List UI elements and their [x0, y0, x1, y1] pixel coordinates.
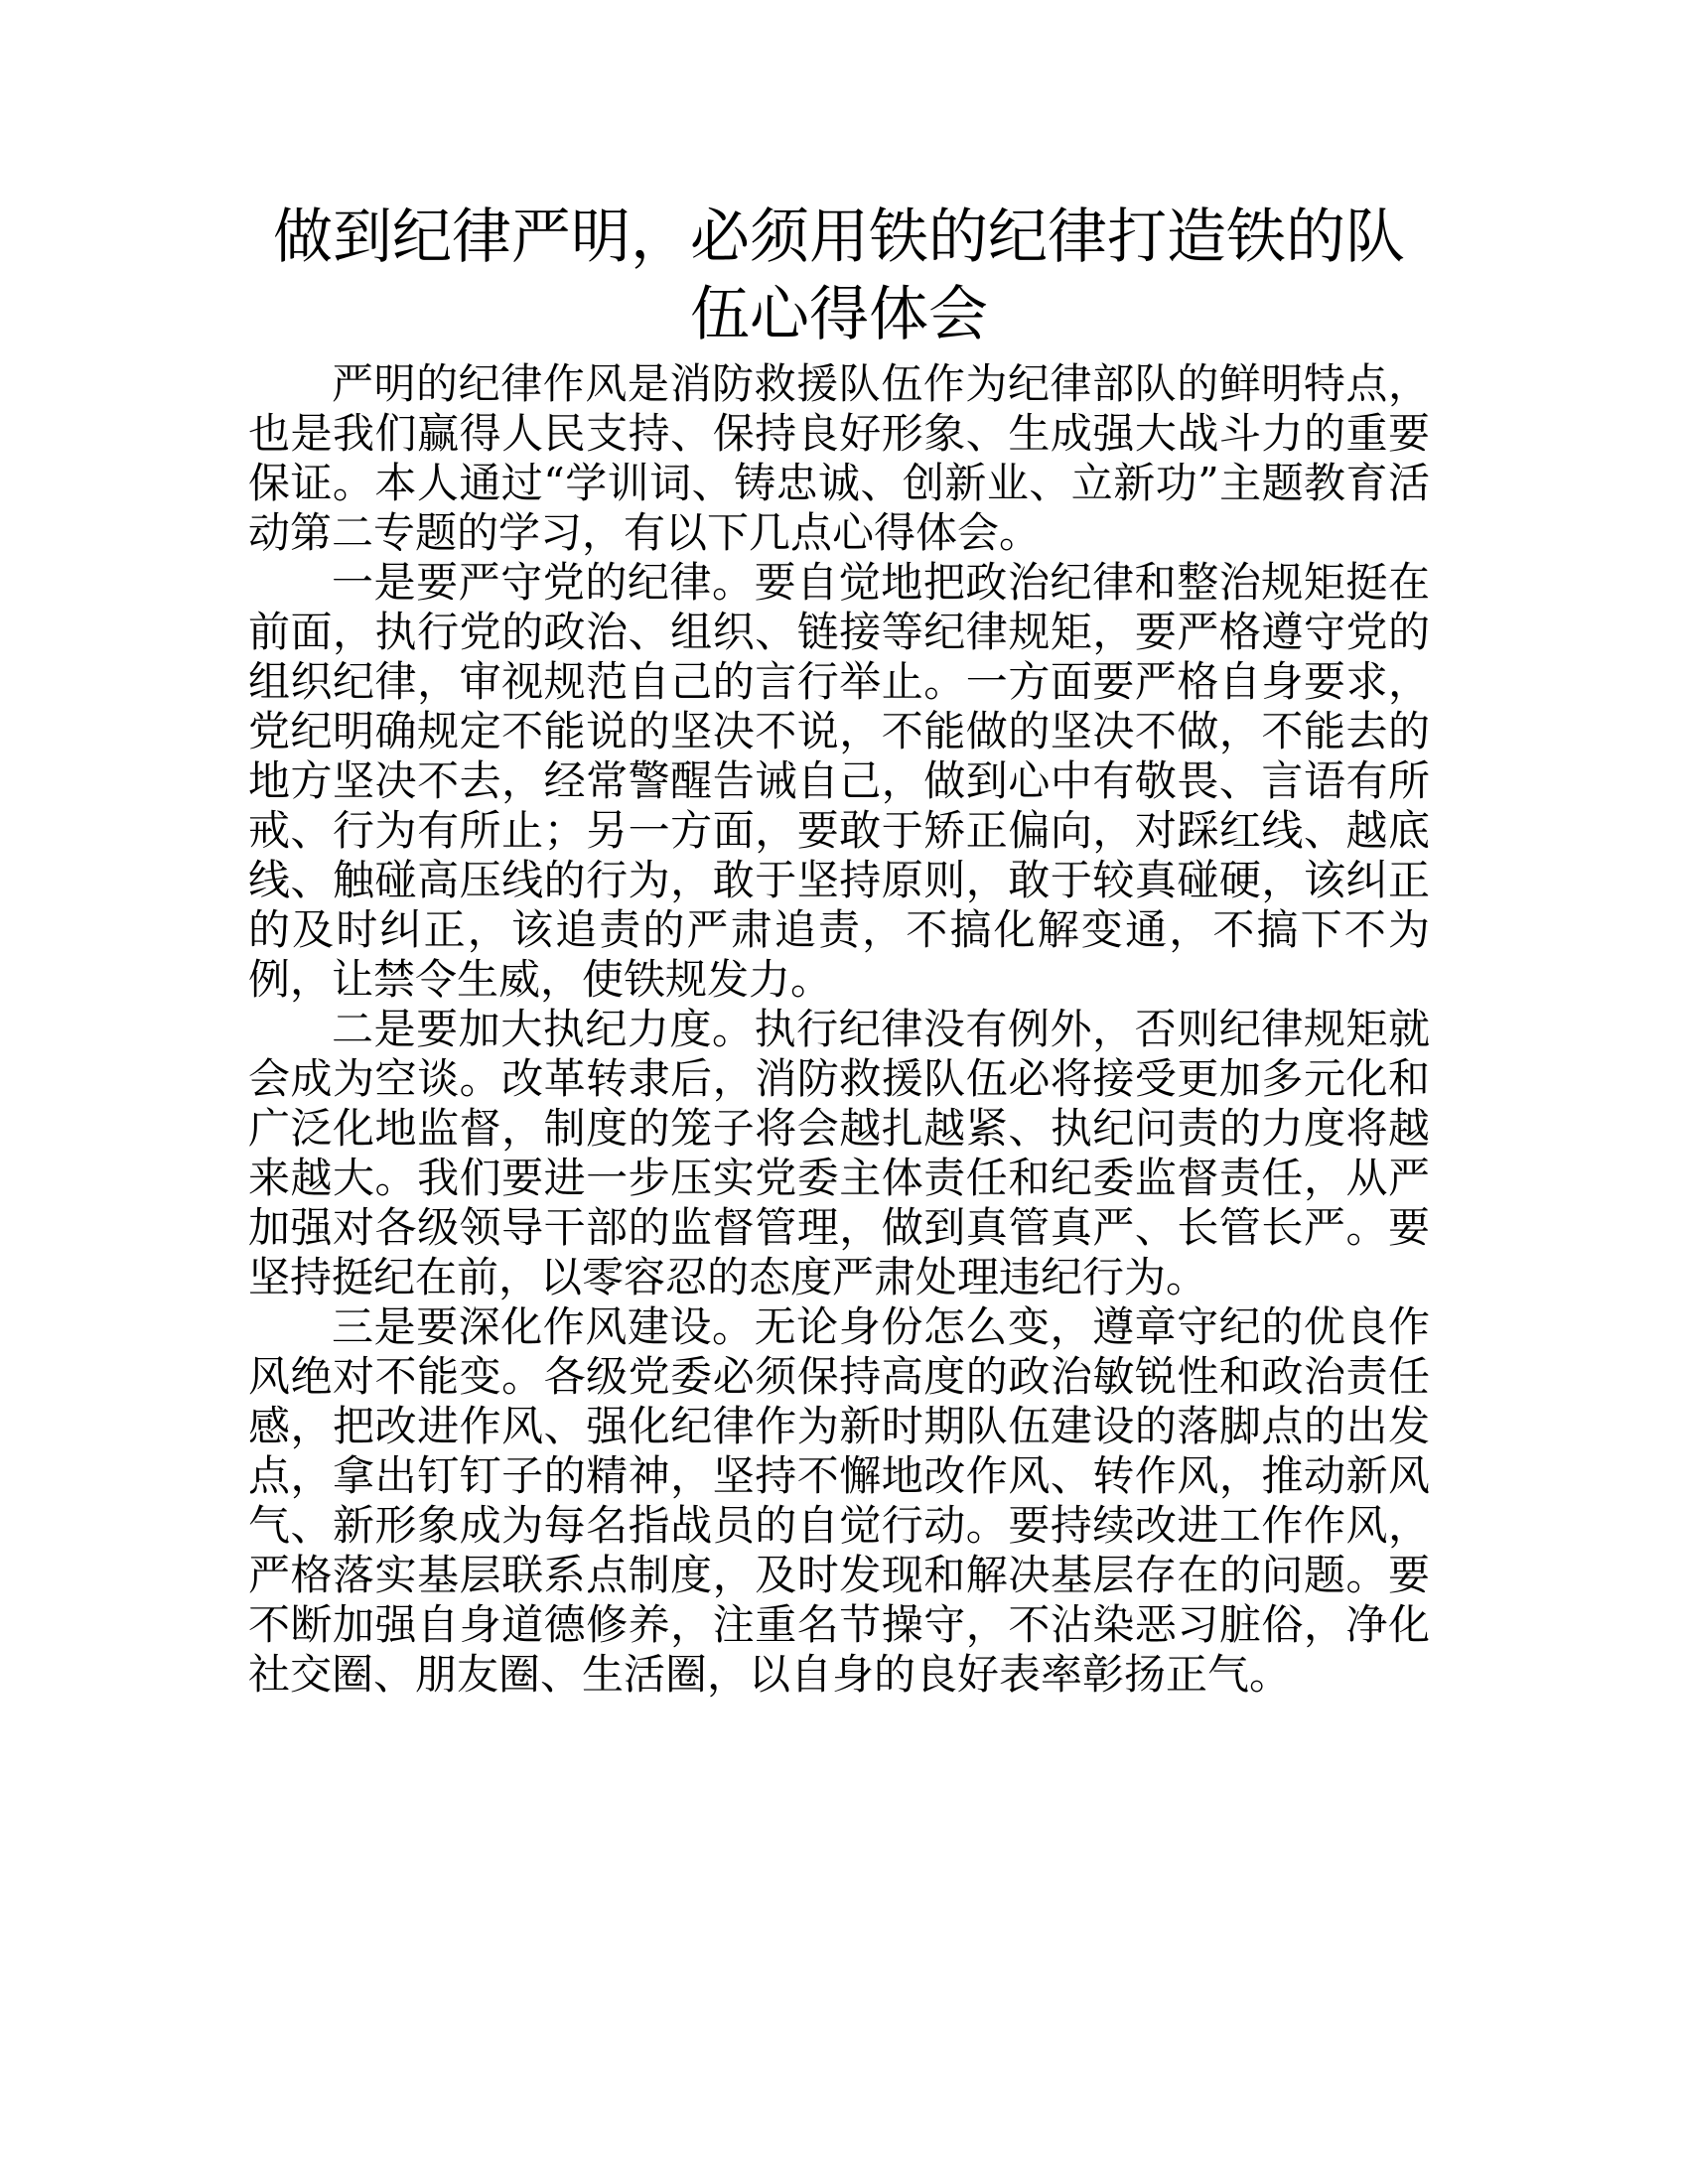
paragraph-point-two: 二是要加大执纪力度。执行纪律没有例外，否则纪律规矩就会成为空谈。改革转隶后，消防救援队伍必将接受更加多元化和广泛化地监督，制度的笼子将会越扎越紧、执纪问责的力度将越来越大。我们要进一步压实党委主体责任和纪委监督责任，从严加强对各级领导干部的监督管理，做到真管真严、长管长严。要坚持挺纪在前，以零容忍的态度严肃处理违纪行为。	[248, 1005, 1430, 1301]
document-page	[248, 199, 1430, 1700]
paragraph-point-three: 三是要深化作风建设。无论身份怎么变，遵章守纪的优良作风绝对不能变。各级党委必须保持高度的政治敏锐性和政治责任感，把改进作风、强化纪律作为新时期队伍建设的落脚点的出发点，拿出钉钉子的精神，坚持不懈地改作风、转作风，推动新风气、新形象成为每名指战员的自觉行动。要持续改进工作作风，严格落实基层联系点制度，及时发现和解决基层存在的问题。要不断加强自身道德修养，注重名节操守，不沾染恶习脏俗，净化社交圈、朋友圈、生活圈，以自身的良好表率彰扬正气。	[248, 1302, 1430, 1699]
document-title: 做到纪律严明，必须用铁的纪律打造铁的队伍心得体会	[273, 203, 1405, 349]
paragraph-intro: 严明的纪律作风是消防救援队伍作为纪律部队的鲜明特点，也是我们赢得人民支持、保持良好形象、生成强大战斗力的重要保证。本人通过“学训词、铸忠诚、创新业、立新功”主题教育活动第二专题的学习，有以下几点心得体会。	[248, 359, 1430, 557]
paragraph-point-one: 一是要严守党的纪律。要自觉地把政治纪律和整治规矩挺在前面，执行党的政治、组织、链接等纪律规矩，要严格遵守党的组织纪律，审视规范自己的言行举止。一方面要严格自身要求，党纪明确规定不能说的坚决不说，不能做的坚决不做，不能去的地方坚决不去，经常警醒告诫自己，做到心中有敬畏、言语有所戒、行为有所止；另一方面，要敢于矫正偏向，对踩红线、越底线、触碰高压线的行为，敢于坚持原则，敢于较真碰硬，该纠正的及时纠正，该追责的严肃追责，不搞化解变通，不搞下不为例，让禁令生威，使铁规发力。	[248, 558, 1430, 1004]
document-body	[248, 359, 1430, 1700]
